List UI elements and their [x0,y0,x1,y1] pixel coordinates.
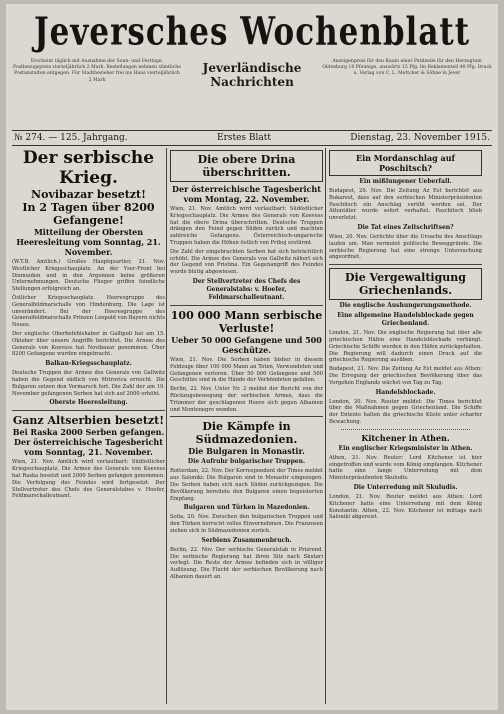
subheadline: Mitteilung der Obersten Heeresleitung vom Sonntag, 21. November. [16,227,161,257]
edition-label: Erstes Blatt [217,133,272,143]
headline-drina: Die obere Drina überschritten. [170,150,323,182]
article-paragraph: Wien, 21. Nov. Amtlich wird verlautbart: Südöstlicher Kriegsschauplatz. Die Armee des Generals von Koevess hat die obere Drina überschritten. Deutsche Truppen drängen den Feind gegen Süden zurück und machten zahlreiche Gefangene. Österreichisch-ungarische Truppen haben die Höhen östlich von Priboj erstürmt. [170,206,323,246]
subtitle-line-1: Jeverländische [202,61,302,75]
divider [341,429,470,430]
issue-date: Dienstag, 23. November 1915. [350,133,490,143]
article-paragraph: Deutsche Truppen der Armee des Generals von Gallwitz haben die Gegend südlich von Mitrovica erreicht. Die Bulgaren setzen den Vormarsch fort. Die Zahl der am 19. November gefangenen Serben hat sich auf 2000 erhöht. [12,370,165,397]
column-divider [325,148,326,704]
divider [170,305,323,306]
article-paragraph: Budapest, 20. Nov. Die Zeitung Az Est berichtet aus Bukarest, dass auf den serbischen Ministerpräsidenten Paschitsch ein Anschlag verübt worden sei. Der Attentäter wurde sofort verhaftet. Paschitsch blieb unverletzt. [329,188,482,222]
signature: Oberste Heeresleitung. [49,399,128,407]
headline-serbian-war: Der serbische Krieg. [22,148,155,188]
subheadline: In 2 Tagen über 8200 Gefangene! [22,201,155,227]
headline-old-serbia: Ganz Altserbien besetzt! [12,414,165,428]
section-caption: Die Unterredung mit Skuludis. [353,483,458,491]
newspaper-title: Jeversches Wochenblatt [33,9,471,55]
section-caption: Die Aufruhr bulgarischer Truppen. [187,458,306,466]
article-paragraph: Berlin, 22. Nov. Unter Nr. 2 meldet der Bericht von der Rückzugsbewegung der serbischen Armee, dass die Trümmer der geschlagenen Heere sich gegen Albanien und Montenegro wenden. [170,386,323,413]
subscription-info: Erscheint täglich mit Ausnahme der Sonn- und Festtage. Postbezugspreis vierteljährlich 2 Mark. Bestellungen nehmen sämtliche Postanstalten entgegen. Für Stadtbezieher frei ins Haus vierteljährlich 2 Mark [13,59,181,83]
advertising-info: Anzeigenpreis für den Raum einer Petitzeile für den Herzogtum Oldenburg 10 Pfennige, auswärts 15 Pfg. Im Reklamenteil 40 Pfg. Druck u. Verlag von C. L. Mettcker & Söhne in Jever [322,59,492,77]
subtitle-line-2: Nachrichten [210,75,294,89]
headline-serbian-losses: 100 000 Mann serbische Verluste! [170,308,323,335]
divider [12,410,165,411]
signature: Der Stellvertreter des Chefs des Generalstabs: v. Hoefer, Feldmarschalleutnant. [192,277,301,301]
masthead [12,8,492,56]
issue-number: № 274. — 125. Jahrgang. [14,133,128,143]
subheadline: Novibazar besetzt! [31,188,146,201]
subheadline: Ueber 50 000 Gefangene und 500 Geschütze. [171,334,322,355]
article-paragraph: London, 21. Nov. Die englische Regierung hat über alle griechischen Häfen eine Handelsblockade verhängt. Griechische Schiffe werden in den Häfen zurückgehalten. Die Regierung will dadurch einen Druck auf die griechische Regierung ausüben. [329,330,482,364]
article-paragraph: London, 21. Nov. Reuter meldet aus Athen: Lord Kitchener hatte eine Unterredung mit dem König Konstantin. Athen, 22. Nov. Kitchener ist mittags nach Saloniki abgereist. [329,493,482,521]
newspaper-subtitle [187,61,317,89]
masthead-subbar [12,59,492,119]
article-paragraph: Die Zahl der eingebrachten Serben hat sich beträchtlich erhöht. Die Armee des Generals von Gallwitz nähert sich der Gegend von Pristina. Ein Gegenangriff des Feindes wurde blutig abgewiesen. [170,248,323,276]
article-paragraph: Wien, 21. Nov. Die Serben haben bisher in diesem Feldzuge über 100 000 Mann an Toten, Verwundeten und Gefangenen verloren. Über 50 000 Gefangene und 500 Geschütze sind in die Hände der Verbündeten gefallen. [170,356,323,384]
article-paragraph: Berlin, 22. Nov. Der serbische Generalstab in Prizrend. Die serbische Regierung hat ihren Sitz nach Skutari verlegt. Die Reste der Armee befinden sich in völliger Auflösung. Die Flucht der serbischen Bevölkerung nach Albanien dauert an. [170,546,323,580]
section-caption: Handelsblockade. [375,388,436,396]
newspaper-page [6,4,498,710]
divider [329,264,482,265]
column-divider [166,148,167,704]
article-paragraph: Athen, 21. Nov. Reuter: Lord Kitchener ist hier eingetroffen und wurde vom König empfangen. Kitchener hatte eine lange Unterredung mit dem Ministerpräsidenten Skuludis. [329,454,482,482]
column-3 [329,148,482,704]
subheadline: Der österreichische Tagesbericht vom Montag, 22. November. [172,184,321,204]
article-paragraph: Östlicher Kriegsschauplatz. Heeresgruppe des Generalfeldmarschalls von Hindenburg. Die Lage ist unverändert. Bei der Heeresgruppe des Generalfeldmarschalls Prinzen Leopold von Bayern nichts Neues. [12,294,165,329]
article-paragraph: Rotterdam, 22. Nov. Der Korrespondent der Times meldet aus Saloniki: Die Bulgaren sind in Monastir eingezogen. Die Serben haben sich nach Süden zurückgezogen. Die Bevölkerung bereitete den Bulgaren einen begeisterten Empfang. [170,468,323,502]
column-2 [170,148,323,704]
section-caption: Bulgaren und Türken in Mazedonien. [183,504,310,512]
column-1 [12,148,165,704]
subheadline: Bei Raska 2000 Serben gefangen. [12,427,165,438]
section-caption: Serbiens Zusammenbruch. [201,536,292,544]
section-caption: Die Tat eines Zeitschriftsen? [357,223,454,231]
article-paragraph: Sofia, 20. Nov. Zwischen den bulgarischen Truppen und den Türken herrscht volles Einvernehmen. Die Franzosen ziehen sich in Südmazedonien zurück. [170,514,323,534]
article-paragraph: Wien, 20. Nov. Gerüchte über die Ursache des Anschlags laufen um. Man vermutet politische Beweggründe. Die serbische Regierung hat eine strenge Untersuchung angeordnet. [329,233,482,261]
divider [170,416,323,417]
article-paragraph: (W.T.B. Amtlich.) Großes Hauptquartier, 21. Nov. Westlicher Kriegsschauplatz. An der Yser-Front bei Dixmuiden und in den Argonnen keine größeren Unternehmungen. Deutsche Flieger griffen feindliche Stellungen erfolgreich an. [12,259,165,293]
section-caption: Eine allgemeine Handelsblockade gegen Griechenland. [337,312,474,328]
headline-assassination: Ein Mordanschlag auf Poschitsch? [329,150,482,176]
article-paragraph: Wien, 21. Nov. Amtlich wird verlautbart: Südöstlicher Kriegsschauplatz. Die Armee des Generals von Koevess hat Raska besetzt und 2000 Serben gefangen genommen. Die Verfolgung des Feindes wird fortgesetzt. Der Stellvertreter des Chefs des Generalstabes v. Hoefer, Feldmarschalleutnant. [12,459,165,500]
article-paragraph: London, 20. Nov. Reuter meldet: Die Times berichtet über die Maßnahmen gegen Griechenland. Die Schiffe der Entente halten die griechische Küste unter scharfer Bewachung. [329,398,482,425]
section-caption: Balkan-Kriegsschauplatz. [45,360,132,368]
dateline [12,130,492,146]
article-paragraph: Budapest, 21. Nov. Die Zeitung Az Est meldet aus Athen: Die Erregung der griechischen Bevölkerung über das Vorgehen Englands wächst von Tag zu Tag. [329,366,482,386]
headline-kitchener: Kitchener in Athen. [361,432,450,443]
subheadline: Ein englischer Kriegsminister in Athen. [338,444,473,452]
subheadline: Die englische Aushungerungsmethode. [339,302,472,310]
subheadline: Ein mißlungener Ueberfall. [359,178,452,185]
article-paragraph: Der englische Oberbefehlshaber in Gallipoli hat am 15. Oktober über unsere Angriffe berichtet. Die Armee des Generals von Koevess hat Novibazar genommen. Über 8200 Gefangene wurden eingebracht. [12,330,165,358]
headline-macedonia: Die Kämpfe in Südmazedonien. [195,420,298,447]
headline-greece: Die Vergewaltigung Griechenlands. [329,268,482,300]
subheadline: Die Bulgaren in Monastir. [188,446,305,457]
subheadline: Der österreichische Tagesbericht vom Sonntag, 21. November. [14,437,163,458]
